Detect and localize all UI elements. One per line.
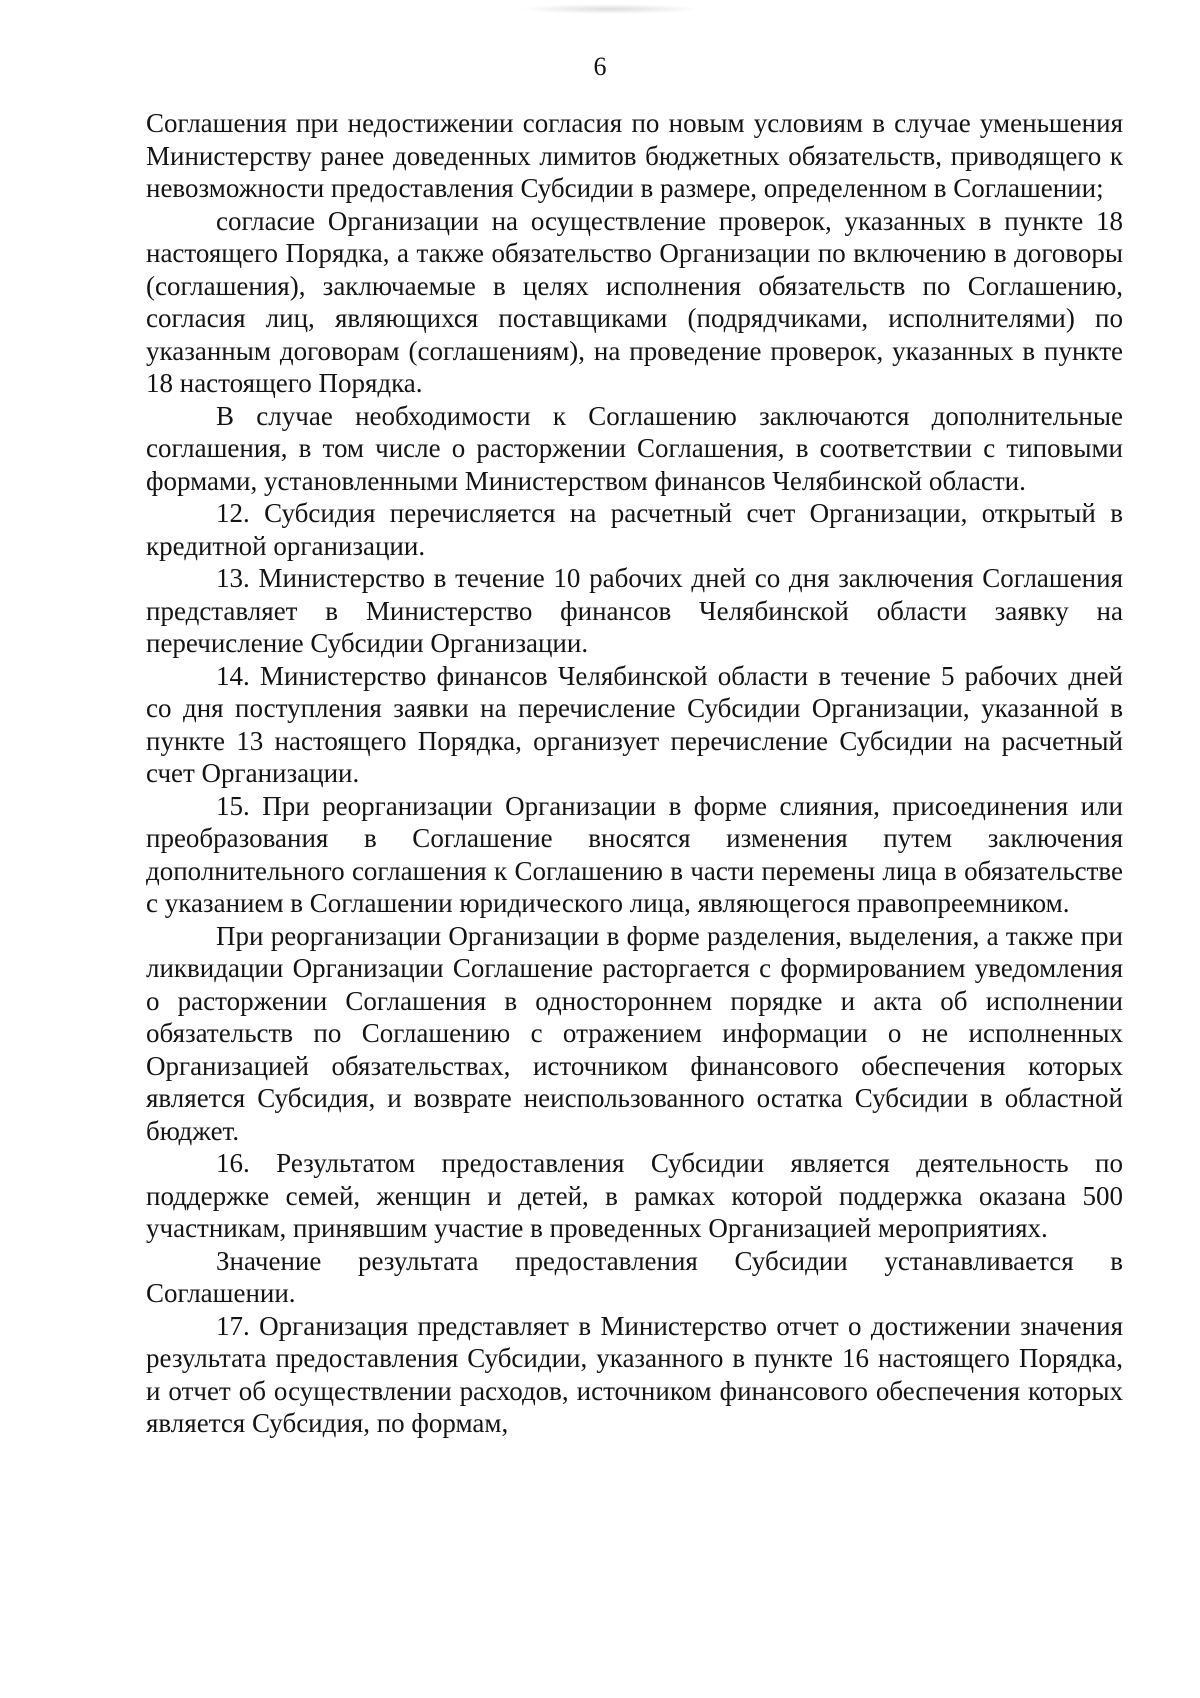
paragraph-reorganization: При реорганизации Организации в форме разделения, выделения, а также при ликвидации Организации Соглашение расторгается с формированием уведомления о расторжении Соглашения в одностороннем порядке и акта об исполнении обязательств по Соглашению с отражением информации о не исполненных Организацией обязательствах, источником финансового обеспечения которых является Субсидия, и возврате неиспользованного остатка Субсидии в областной бюджет.: [146, 920, 1123, 1146]
document-body: [146, 107, 1123, 1440]
paragraph-item-16: 16. Результатом предоставления Субсидии является деятельность по поддержке семей, женщин и детей, в рамках которой поддержка оказана 500 участникам, принявшим участие в проведенных Организацией мероприятиях.: [146, 1148, 1123, 1243]
paragraph-item-13: 13. Министерство в течение 10 рабочих дней со дня заключения Соглашения представляет в Министерство финансов Челябинской области заявку на перечисление Субсидии Организации.: [146, 563, 1123, 658]
paragraph-continuation: Соглашения при недостижении согласия по новым условиям в случае уменьшения Министерству ранее доведенных лимитов бюджетных обязательств, приводящего к невозможности предоставления Субсидии в размере, определенном в Соглашении;: [146, 108, 1123, 203]
paragraph-item-12: 12. Субсидия перечисляется на расчетный счет Организации, открытый в кредитной организации.: [146, 498, 1123, 561]
paragraph-item-14: 14. Министерство финансов Челябинской области в течение 5 рабочих дней со дня поступления заявки на перечисление Субсидии Организации, указанной в пункте 13 настоящего Порядка, организует перечисление Субсидии на расчетный счет Организации.: [146, 660, 1123, 788]
paragraph-additional-agreements: В случае необходимости к Соглашению заключаются дополнительные соглашения, в том числе о расторжении Соглашения, в соответствии с типовыми формами, установленными Министерством финансов Челябинской области.: [146, 400, 1123, 496]
paragraph-item-15: 15. При реорганизации Организации в форме слияния, присоединения или преобразования в Соглашение вносятся изменения путем заключения дополнительного соглашения к Соглашению в части перемены лица в обязательстве с указанием в Соглашении юридического лица, являющегося правопреемником.: [146, 790, 1123, 918]
paragraph-result-value: Значение результата предоставления Субсидии устанавливается в Соглашении.: [146, 1245, 1123, 1308]
page-number: 6: [593, 52, 607, 81]
paragraph-item-17: 17. Организация представляет в Министерство отчет о достижении значения результата предоставления Субсидии, указанного в пункте 16 настоящего Порядка, и отчет об осуществлении расходов, источником финансового обеспечения которых является Субсидия, по формам,: [146, 1310, 1123, 1438]
scan-artifact: [520, 4, 700, 14]
paragraph-consent-inspections: согласие Организации на осуществление проверок, указанных в пункте 18 настоящего Порядка, а также обязательство Организации по включению в договоры (соглашения), заключаемые в целях исполнения обязательств по Соглашению, согласия лиц, являющихся поставщиками (подрядчиками, исполнителями) по указанным договорам (соглашениям), на проведение проверок, указанных в пункте 18 настоящего Порядка.: [146, 205, 1123, 398]
